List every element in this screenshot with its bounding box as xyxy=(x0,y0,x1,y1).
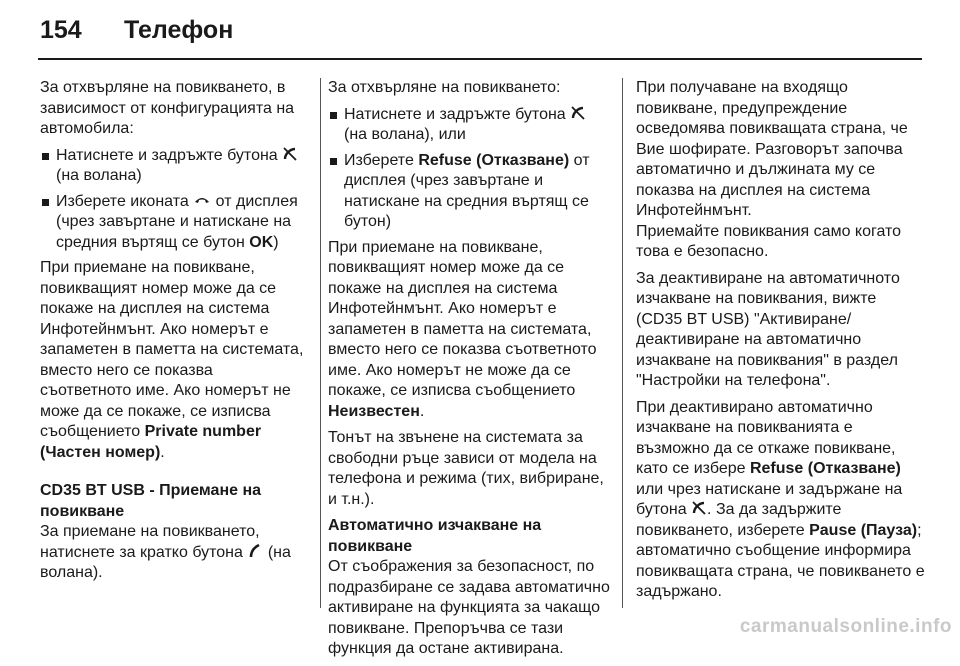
col1-para-3 xyxy=(40,522,308,584)
col2-para-2-text: При приемане на повикване, повикващият номер може да се покаже на дисплея на система Инфотейнмънт. Ако номерът е запаметен в паметта на системата, вместо него се показва съответното име. Ако номерът не може да се покаже, се изписва съобщението xyxy=(328,238,597,399)
column-3 xyxy=(636,78,926,609)
col3-para-3-mid: или чрез натискане и задържане на бутона xyxy=(636,480,903,518)
phone-accept-icon xyxy=(247,543,263,559)
column-2 xyxy=(328,78,612,666)
hang-up-icon xyxy=(193,192,211,208)
col1-bullet-2-text: Изберете иконата xyxy=(56,192,189,210)
phone-off-icon xyxy=(570,105,586,121)
col2-bullet-2-text: Изберете xyxy=(344,151,414,169)
col2-para-2 xyxy=(328,238,612,423)
col2-bullet-2 xyxy=(328,151,612,233)
column-divider-2 xyxy=(622,78,623,608)
page-header xyxy=(40,16,233,48)
col3-para-1b: Приемайте повиквания само когато това е безопасно. xyxy=(636,222,902,260)
col3-para-3-text: При деактивирано автоматично изчакване на повикванията е възможно да се откаже повикване, като се избере xyxy=(636,398,896,477)
col1-bullet-2-end: ) xyxy=(273,233,279,251)
col1-bullet-1-text: Натиснете и задръжте бутона xyxy=(56,146,278,164)
col3-para-3 xyxy=(636,398,926,603)
column-divider-1 xyxy=(320,78,321,608)
col3-para-3-mid2: . За да задържите повикването, изберете xyxy=(636,501,842,539)
col1-bullet-1 xyxy=(40,146,308,187)
col1-bullet-2 xyxy=(40,192,308,254)
watermark: carmanualsonline.info xyxy=(739,616,952,637)
page-number: 154 xyxy=(40,16,82,44)
col3-refuse-label: Refuse (Отказване) xyxy=(749,460,901,477)
col2-intro: За отхвърляне на повикването: xyxy=(328,79,561,96)
col2-unknown-label: Неизвестен xyxy=(328,402,420,420)
page-title: Телефон xyxy=(124,16,234,44)
col1-para-2 xyxy=(40,258,308,463)
col2-para-3: Тонът на звънене на системата за свободни ръце зависи от модела на телефона и режима (тих, вибриране, и т.н.). xyxy=(328,429,604,508)
col1-private-number-label: Private number (Частен номер) xyxy=(40,423,262,461)
column-1 xyxy=(40,78,308,590)
col2-heading: Автоматично изчакване на повикване xyxy=(328,517,542,555)
phone-off-icon xyxy=(691,500,707,516)
col2-bullet-1-text: Натиснете и задръжте бутона xyxy=(344,105,566,123)
col3-para-2: За деактивиране на автоматичното изчакване на повиквания, вижте (CD35 BT USB) "Активиране/ деактивиране на автоматично изчакване на повиквания" в раздел "Настройки на телефона". xyxy=(636,269,900,389)
col1-ok-label: OK xyxy=(249,233,274,251)
col2-para-2-end: . xyxy=(419,402,425,420)
col1-para-2-text: При приемане на повикване, повикващият номер може да се покаже на дисплея на система Инфотейнмънт. Ако номерът е запаметен в паметта на системата, вместо него се показва съответното име. Ако номерът не може да се покаже, се изписва съобщението xyxy=(40,259,304,440)
col1-bullet-2-mid: от дисплея (чрез завъртане и натискане на средния въртящ се бутон xyxy=(56,192,298,251)
col1-intro: За отхвърляне на повикването, в зависимост от конфигурацията на автомобила: xyxy=(40,79,295,137)
header-rule xyxy=(38,58,922,60)
col2-para-4: От съображения за безопасност, по подразбиране се задава автоматично активиране на функцията за чакащо повикване. Препоръчва се тази функция да остане активирана. xyxy=(328,558,610,657)
col1-bullet-1-suffix: (на волана) xyxy=(56,167,142,184)
col2-bullet-2-suffix: от дисплея (чрез завъртане и натискане на средния въртящ се бутон) xyxy=(344,151,590,230)
phone-off-icon xyxy=(282,146,298,162)
col1-para-2-end: . xyxy=(160,443,165,461)
col2-refuse-label: Refuse (Отказване) xyxy=(418,151,570,169)
col3-para-1a: При получаване на входящо повикване, предупреждение осведомява повикващата страна, че Вие шофирате. Разговорът започва автоматично и дължината му се показва на дисплея на система Инфотейнмънт. xyxy=(636,79,908,219)
col3-pause-label: Pause (Пауза) xyxy=(809,521,918,539)
col2-bullet-1-suffix: (на волана), или xyxy=(344,126,466,143)
col3-para-3-end: ; автоматично съобщение информира повикващата страна, че повикването е задържано. xyxy=(636,521,925,600)
col1-heading: CD35 BT USB - Приемане на повикване xyxy=(40,482,262,520)
col1-para-3-suffix: (на волана). xyxy=(40,543,291,581)
col1-para-3-text: За приемане на повикването, натиснете за кратко бутона xyxy=(40,523,260,561)
col2-bullet-1 xyxy=(328,105,612,146)
